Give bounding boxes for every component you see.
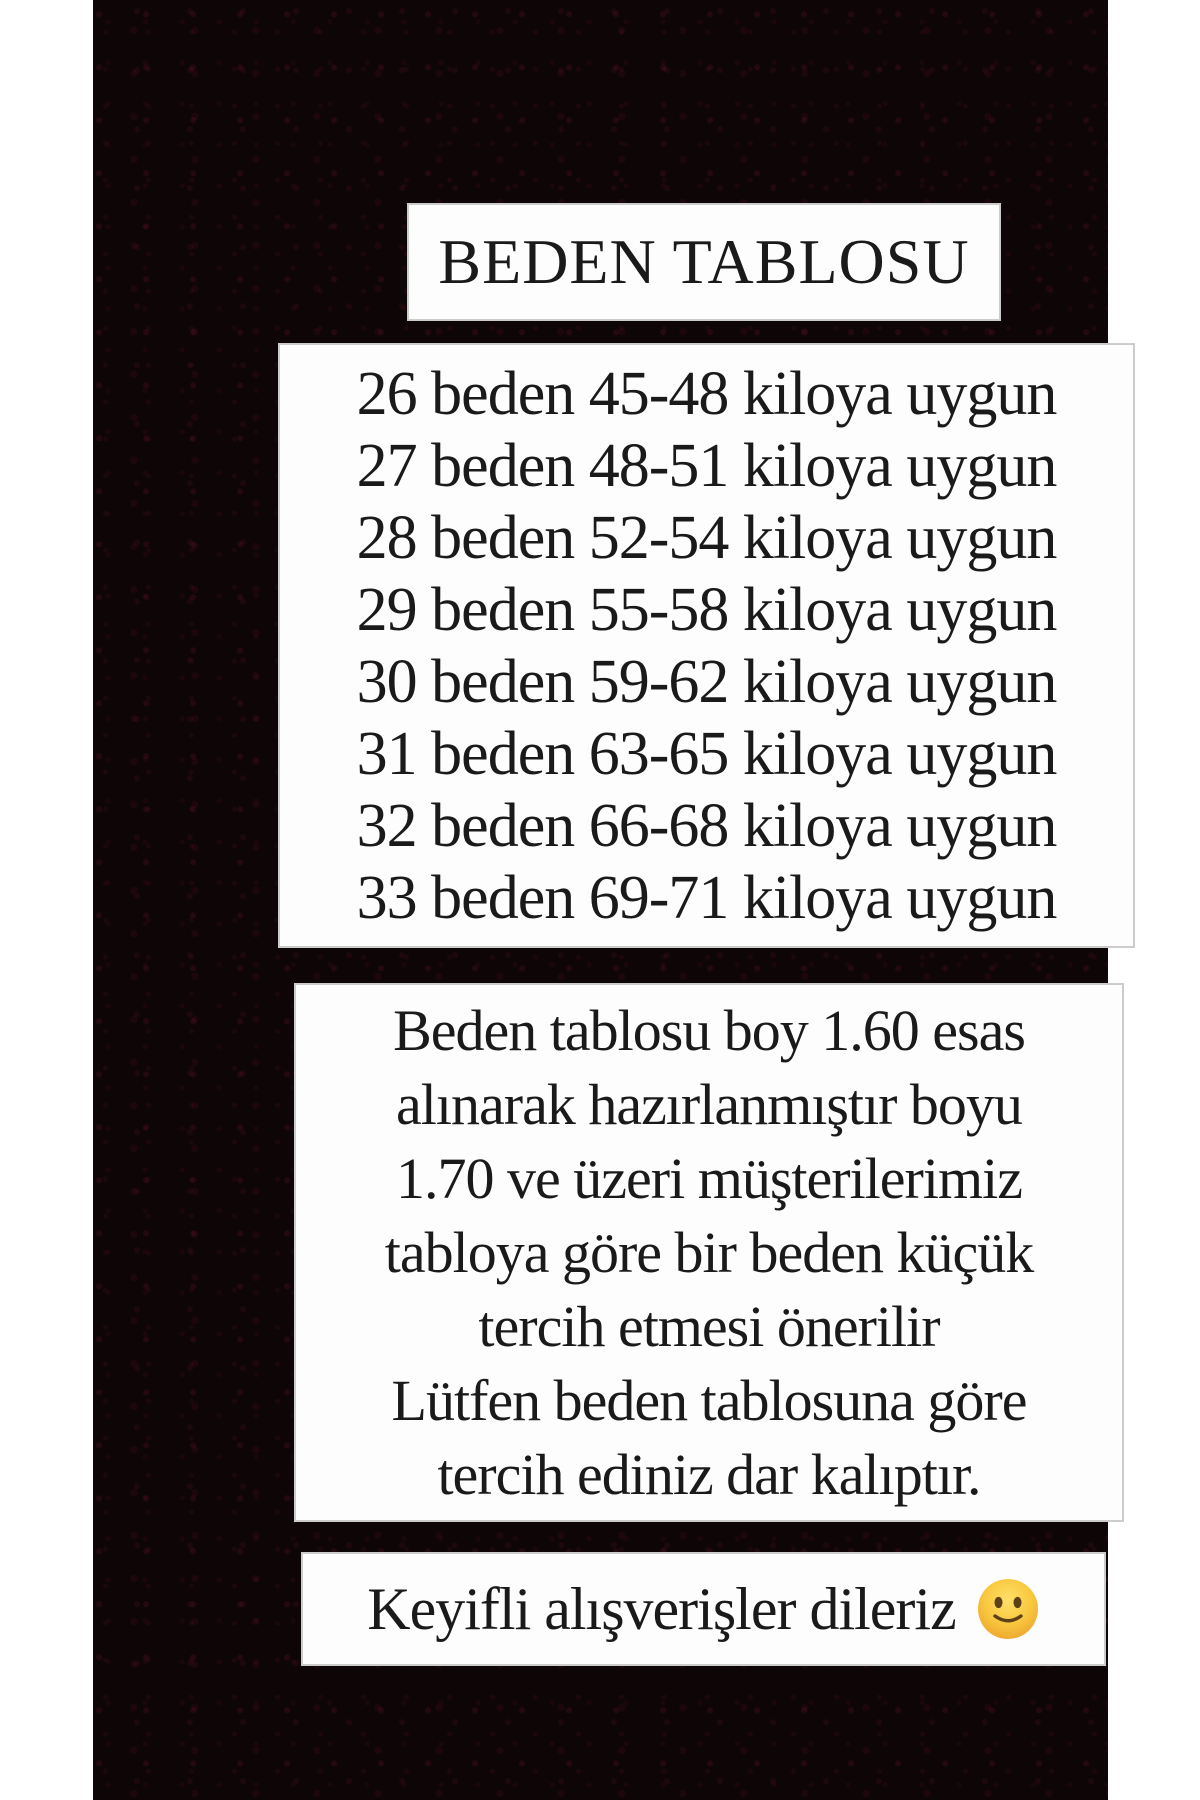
sizing-note-line: Lütfen beden tablosuna göre [391, 1367, 1027, 1433]
size-table-panel [278, 343, 1135, 948]
sizing-note-line: alınarak hazırlanmıştır boyu [396, 1071, 1022, 1137]
sizing-note-line: 1.70 ve üzeri müşterilerimiz [396, 1145, 1022, 1211]
size-table-row: 30 beden 59-62 kiloya uygun [356, 647, 1057, 716]
slightly-smiling-face-icon [976, 1577, 1040, 1641]
size-table-row: 29 beden 55-58 kiloya uygun [356, 575, 1057, 644]
size-table-row: 32 beden 66-68 kiloya uygun [356, 791, 1057, 860]
sizing-note-line: Beden tablosu boy 1.60 esas [393, 997, 1025, 1063]
sizing-note-line: tabloya göre bir beden küçük [384, 1219, 1034, 1285]
size-table-row: 33 beden 69-71 kiloya uygun [356, 863, 1057, 932]
dark-photo-background [93, 0, 1108, 1800]
sizing-note-panel [294, 983, 1124, 1522]
footer-message: Keyifli alışverişler dileriz [367, 1575, 956, 1642]
footer-message-panel [301, 1552, 1106, 1666]
size-table-row: 27 beden 48-51 kiloya uygun [356, 431, 1057, 500]
size-table-row: 28 beden 52-54 kiloya uygun [356, 503, 1057, 572]
page-title: BEDEN TABLOSU [438, 226, 970, 297]
title-panel [407, 203, 1001, 321]
size-table-row: 31 beden 63-65 kiloya uygun [356, 719, 1057, 788]
size-table-row: 26 beden 45-48 kiloya uygun [356, 359, 1057, 428]
sizing-note-line: tercih ediniz dar kalıptır. [437, 1441, 981, 1507]
sizing-note-line: tercih etmesi önerilir [478, 1293, 940, 1359]
